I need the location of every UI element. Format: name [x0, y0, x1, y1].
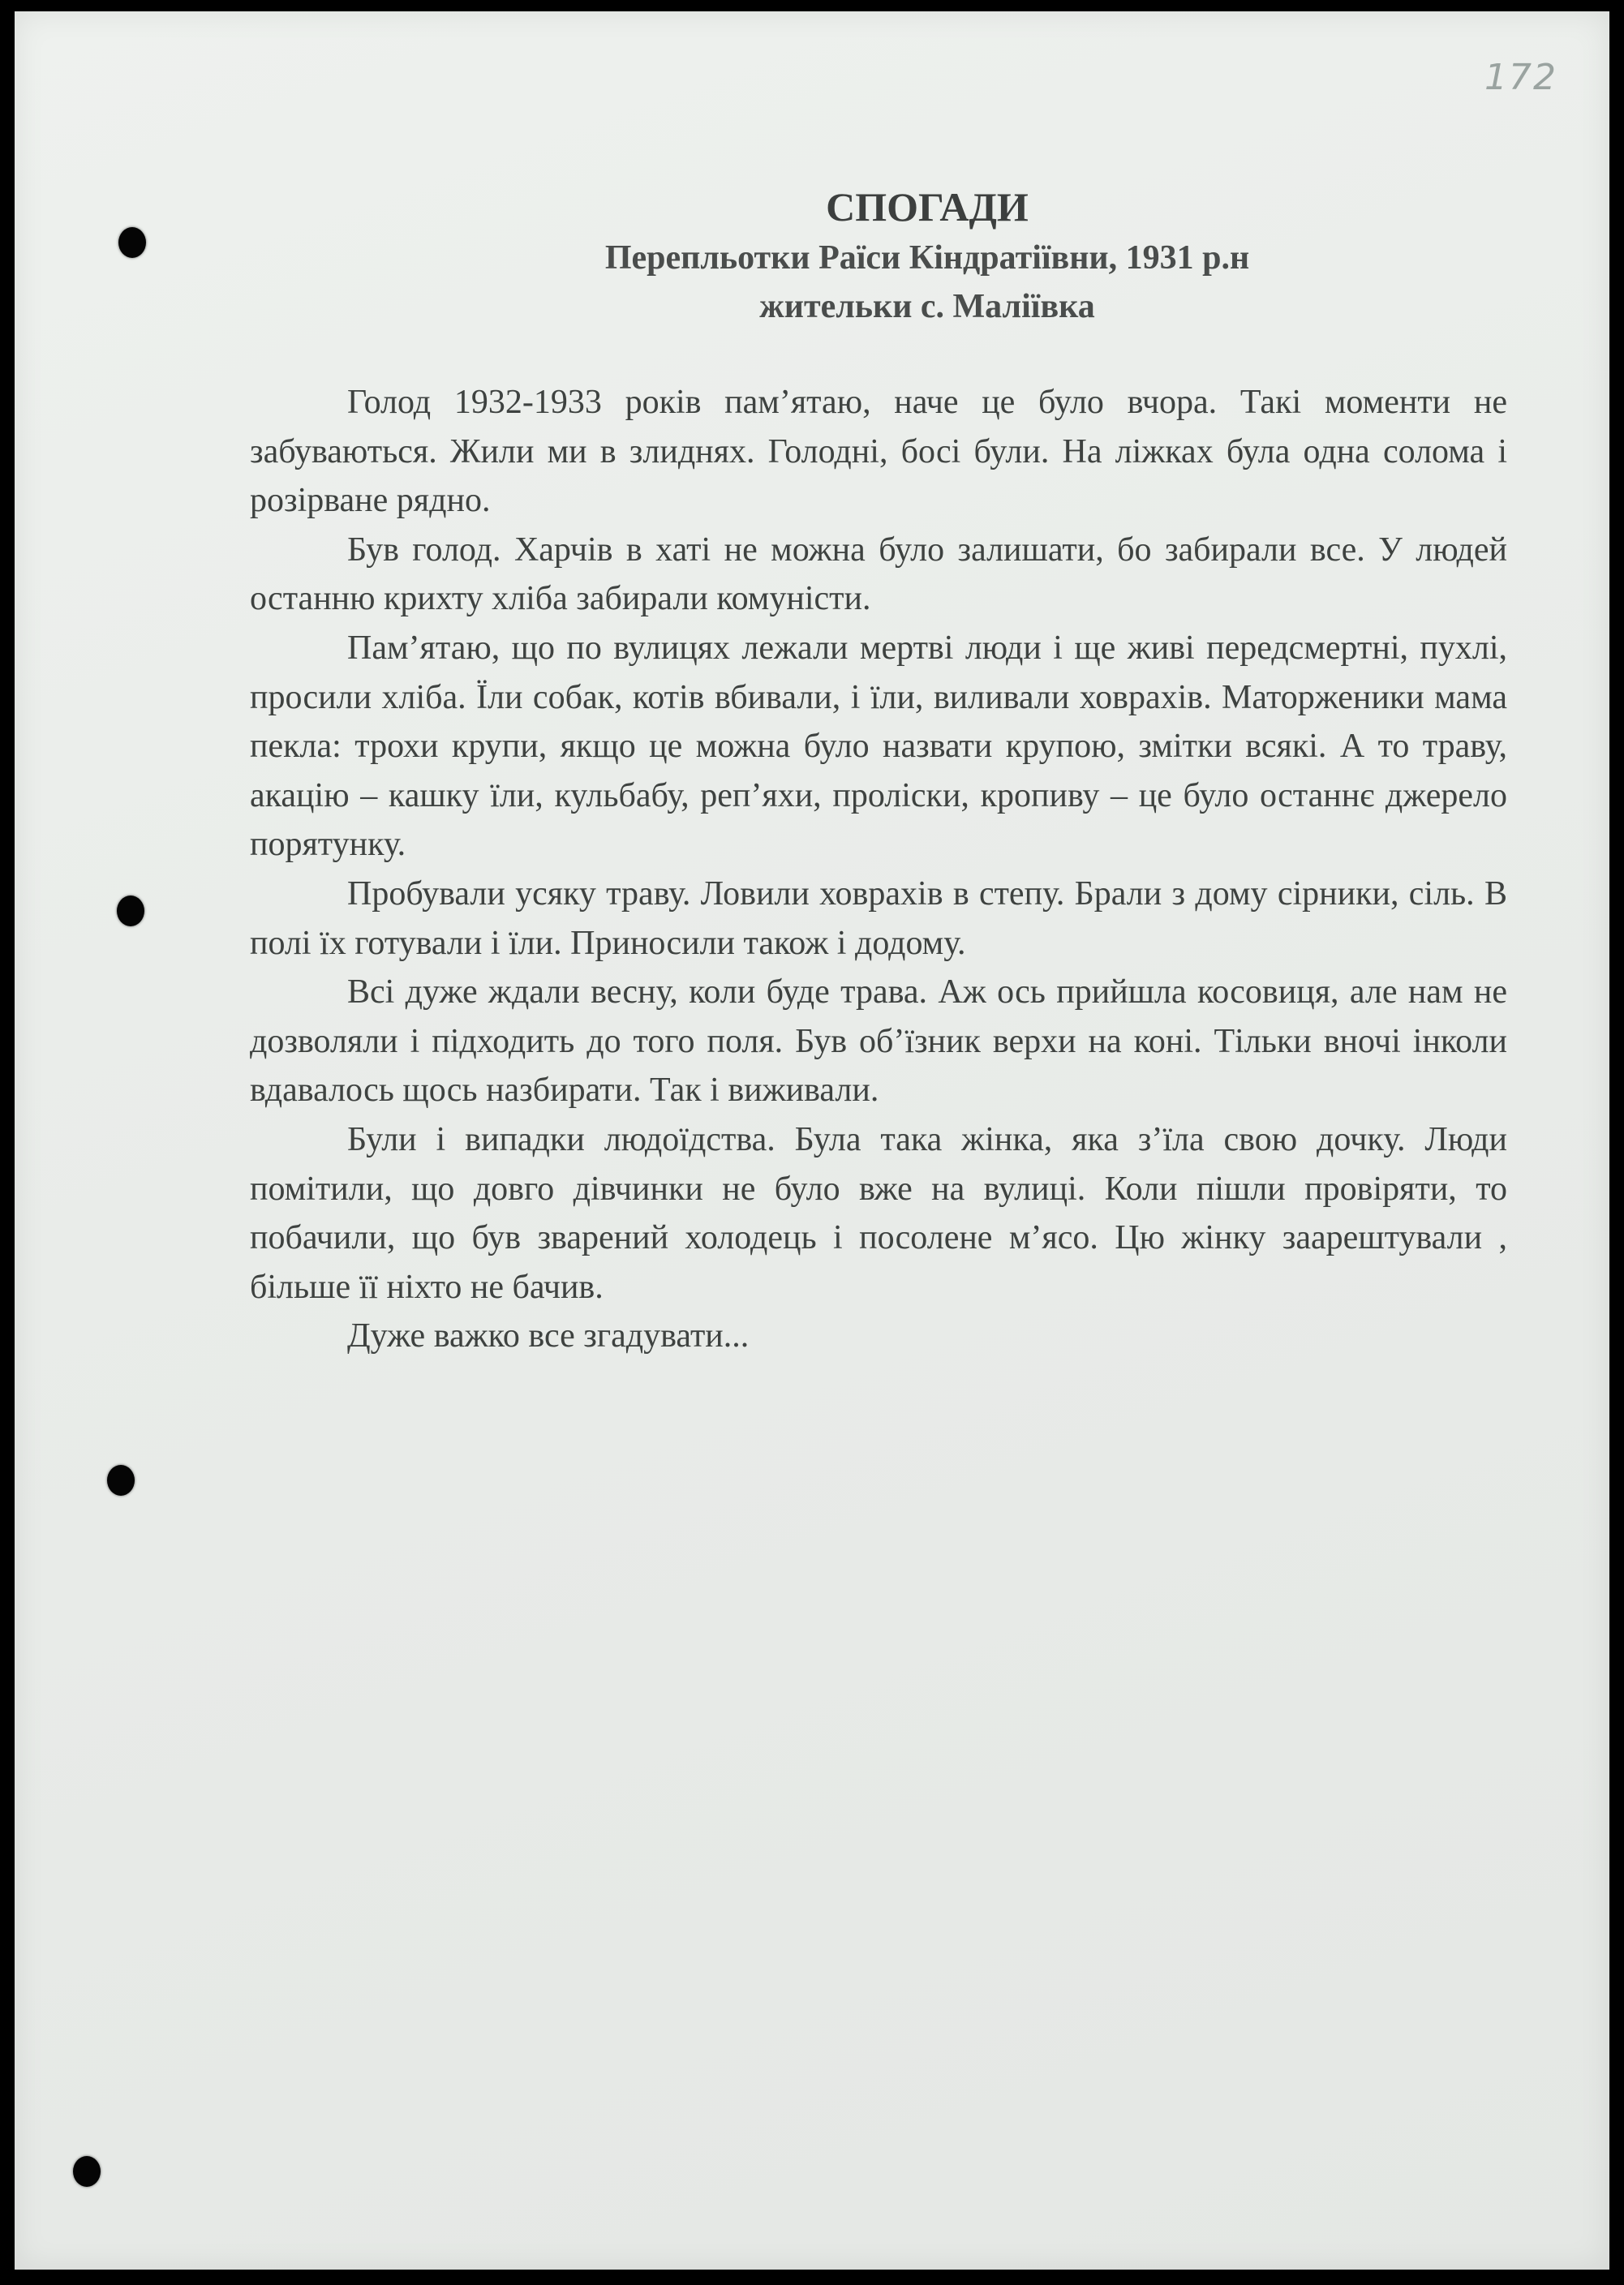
document-page [15, 11, 1609, 2270]
punch-hole [118, 227, 146, 258]
paragraph: Були і випадки людоїдства. Була така жінка, яка з’їла свою дочку. Люди помітили, що довго дівчинки не було вже на вулиці. Коли пішли провіряти, то побачили, що був зварений холодець і посолене м’ясо. Цю жінку заарештували , більше її ніхто не бачив. [250, 1120, 1507, 1306]
punch-hole [107, 1465, 135, 1496]
document-subtitle-village: жительки с. Маліївка [759, 288, 1095, 325]
document-subtitle-name: Перепльотки Раїси Кіндратіївни, 1931 р.н [604, 239, 1250, 277]
document-body [250, 378, 1507, 1361]
paragraph: Пробували усяку траву. Ловили ховрахів в степу. Брали з дому сірники, сіль. В полі їх готували і їли. Приносили також і додому. [250, 874, 1507, 962]
paragraph: Голод 1932-1933 років пам’ятаю, наче це було вчора. Такі моменти не забуваються. Жили ми в злиднях. Голодні, босі були. На ліжках була одна солома і розірване рядно. [250, 384, 1507, 520]
paragraph: Всі дуже ждали весну, коли буде трава. Аж ось прийшла косовиця, але нам не дозволяли і підходить до того поля. Був об’їзник верхи на коні. Тільки вночі інколи вдавалось щось назбирати. Так і виживали. [250, 973, 1507, 1110]
paragraph: Був голод. Харчів в хаті не можна було залишати, бо забирали все. У людей останню крихту хліба забирали комуністи. [250, 530, 1507, 618]
paragraph: Дуже важко все згадувати... [347, 1317, 750, 1355]
document-header [234, 180, 1621, 331]
document-title: СПОГАДИ [826, 184, 1029, 230]
punch-hole [73, 2156, 101, 2187]
page-number: 172 [1484, 57, 1557, 98]
punch-hole [117, 896, 144, 926]
paragraph: Пам’ятаю, що по вулицях лежали мертві люди і ще живі передсмертні, пухлі, просили хліба. Їли собак, котів вбивали, і їли, виливали ховрахів. Маторженики мама пекла: трохи крупи, якщо це можна було назвати крупою, змітки всякі. А то траву, акацію – кашку їли, кульбабу, реп’яхи, проліски, кропиву – це було останнє джерело порятунку. [250, 629, 1507, 864]
